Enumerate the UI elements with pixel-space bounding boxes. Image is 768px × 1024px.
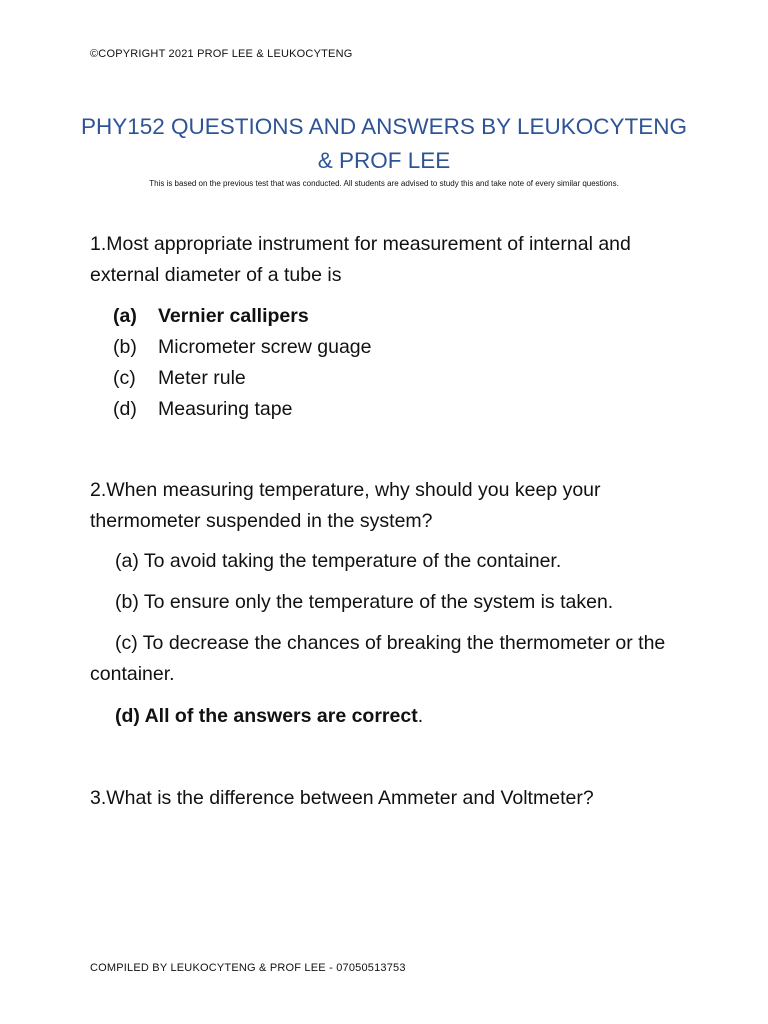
option-letter: (c) — [113, 367, 136, 389]
option-letter: (b) — [113, 336, 137, 358]
document-title: PHY152 QUESTIONS AND ANSWERS BY LEUKOCYTENG & PROF LEE — [80, 114, 687, 173]
question-2-answer-a: (a) To avoid taking the temperature of the container. — [115, 550, 562, 572]
question-1-option-a — [113, 301, 372, 332]
option-text: Meter rule — [158, 367, 246, 389]
question-2-answer-d — [115, 701, 423, 732]
question-2-text: 2.When measuring temperature, why should you keep your thermometer suspended in the system? — [90, 479, 601, 532]
footer-compiled-by: COMPILED BY LEUKOCYTENG & PROF LEE - 07050513753 — [90, 962, 406, 974]
option-text: Measuring tape — [158, 398, 293, 420]
answer-punctuation: . — [417, 705, 424, 727]
answer-text: (d) All of the answers are correct — [115, 705, 418, 727]
question-1-options — [113, 301, 372, 425]
option-text: Vernier callipers — [158, 305, 309, 327]
question-1-text: 1.Most appropriate instrument for measurement of internal and external diameter of a tube is — [90, 233, 631, 286]
question-1-option-c — [113, 363, 372, 394]
copyright-header: ©COPYRIGHT 2021 PROF LEE & LEUKOCYTENG — [90, 48, 353, 60]
question-2-answer-c: (c) To decrease the chances of breaking the thermometer or the container. — [90, 632, 666, 685]
option-letter: (d) — [113, 398, 137, 420]
document-subtitle: This is based on the previous test that was conducted. All students are advised to study this and take note of every similar questions. — [149, 179, 619, 188]
option-text: Micrometer screw guage — [158, 336, 372, 358]
option-letter: (a) — [113, 305, 137, 327]
question-1-option-d — [113, 394, 372, 425]
question-3-text: 3.What is the difference between Ammeter and Voltmeter? — [90, 787, 594, 809]
question-1-option-b — [113, 332, 372, 363]
question-2-answer-b: (b) To ensure only the temperature of the system is taken. — [115, 591, 614, 613]
